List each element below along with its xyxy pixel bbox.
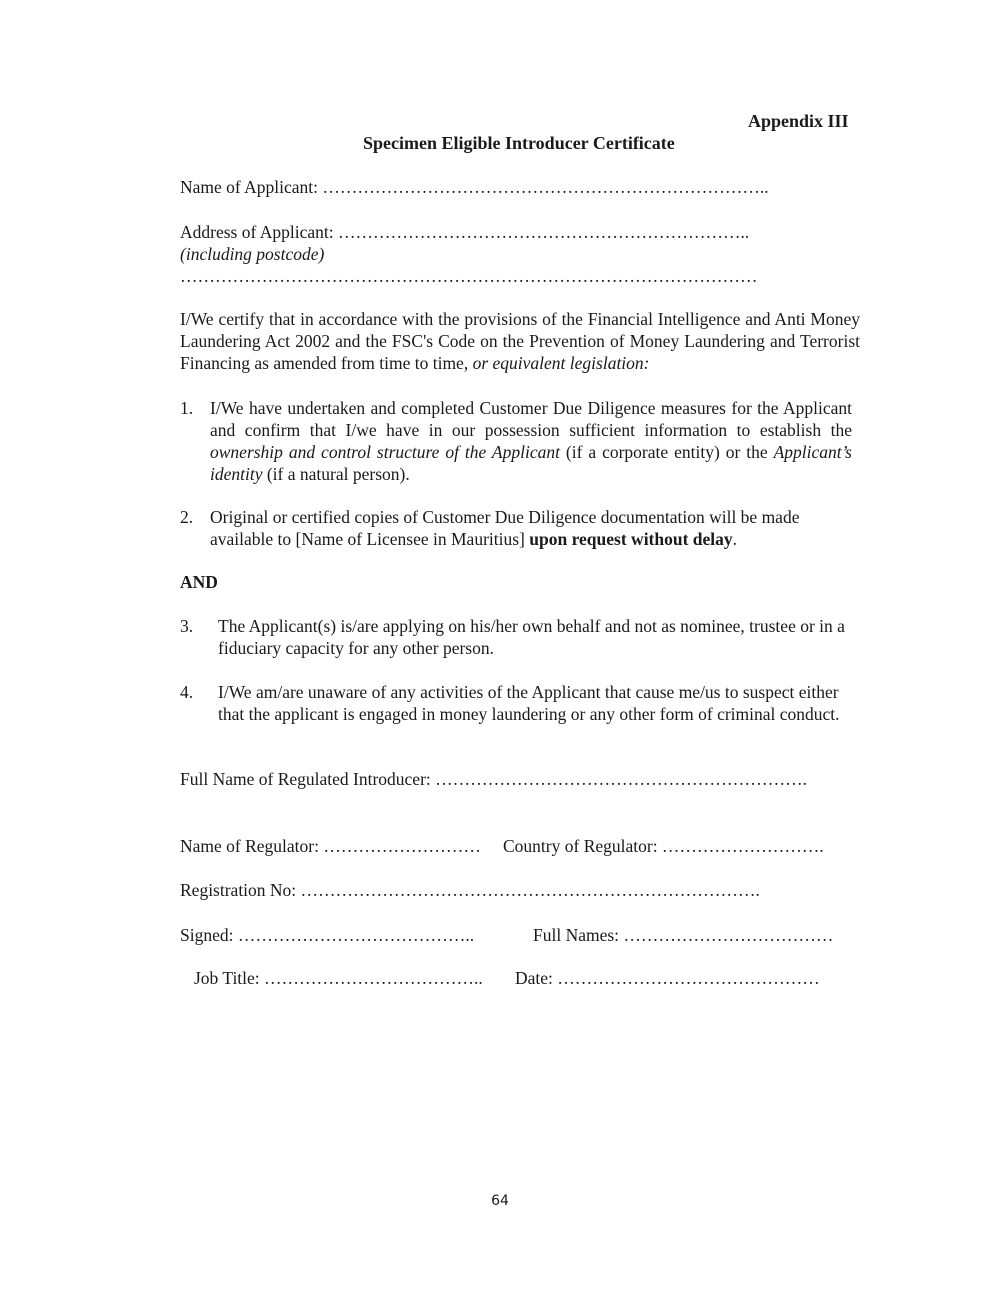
- item-number: 4.: [180, 682, 194, 702]
- certification-intro: [180, 308, 860, 374]
- item-number: 3.: [180, 616, 194, 636]
- item-text-segment: (if a natural person).: [262, 464, 410, 484]
- item-text: [210, 506, 858, 550]
- item-bold-segment: upon request without delay: [529, 529, 733, 549]
- postcode-note: (including postcode): [180, 244, 325, 264]
- item-number: 2.: [180, 507, 194, 527]
- item-italic-segment: ownership and control structure of the Applicant: [210, 442, 560, 462]
- signed-field: Signed: …………………………………..: [180, 925, 475, 945]
- intro-italic-tail: or equivalent legislation:: [472, 353, 650, 373]
- regulator-country-field: Country of Regulator: ……………………….: [503, 836, 824, 856]
- and-heading: AND: [180, 572, 218, 592]
- item-italic-segment: Applicant’s identity: [210, 442, 852, 484]
- item-text-segment: The Applicant(s) is/are applying on his/her own behalf and not as nominee, trustee or in a fiduciary capacity for any other person.: [218, 616, 845, 658]
- item-text-segment: I/We have undertaken and completed Customer Due Diligence measures for the Applicant and confirm that I/we have in our possession sufficient information to establish the: [210, 398, 852, 440]
- applicant-address-field: Address of Applicant: ……………………………………………………………..: [180, 222, 750, 242]
- item-text: [218, 681, 858, 725]
- appendix-label: Appendix III: [748, 111, 849, 131]
- regulated-introducer-field: Full Name of Regulated Introducer: ……………………………………………………….: [180, 769, 808, 789]
- item-text: [210, 397, 852, 485]
- item-text-segment: I/We am/are unaware of any activities of the Applicant that cause me/us to suspect either that the applicant is engaged in money laundering or any other form of criminal conduct.: [218, 682, 840, 724]
- date-field: Date: ………………………………………: [515, 968, 820, 988]
- full-names-field: Full Names: ………………………………: [533, 925, 834, 945]
- item-text-segment: Original or certified copies of Customer Due Diligence documentation will be made available to [Name of Licensee in Mauritius]: [210, 507, 800, 549]
- item-text-segment: (if a corporate entity) or the: [559, 442, 774, 462]
- document-title: Specimen Eligible Introducer Certificate: [363, 133, 675, 153]
- item-text-segment: .: [732, 529, 738, 549]
- regulator-name-field: Name of Regulator: ………………………: [180, 836, 481, 856]
- intro-text: I/We certify that in accordance with the provisions of the Financial Intelligence and Anti Money Laundering Act 2002 and the FSC's Code on the Prevention of Money Laundering and Terrorist Financing as amended from time to time,: [180, 309, 860, 373]
- registration-number-field: Registration No: …………………………………………………………………….: [180, 880, 760, 900]
- applicant-name-field: Name of Applicant: …………………………………………………………………..: [180, 177, 769, 197]
- item-text: [218, 615, 858, 659]
- item-number: 1.: [180, 398, 194, 418]
- address-continuation-line: ………………………………………………………………………………………: [180, 266, 758, 286]
- page-number: 64: [491, 1193, 509, 1209]
- job-title-field: Job Title: ………………………………..: [194, 968, 483, 988]
